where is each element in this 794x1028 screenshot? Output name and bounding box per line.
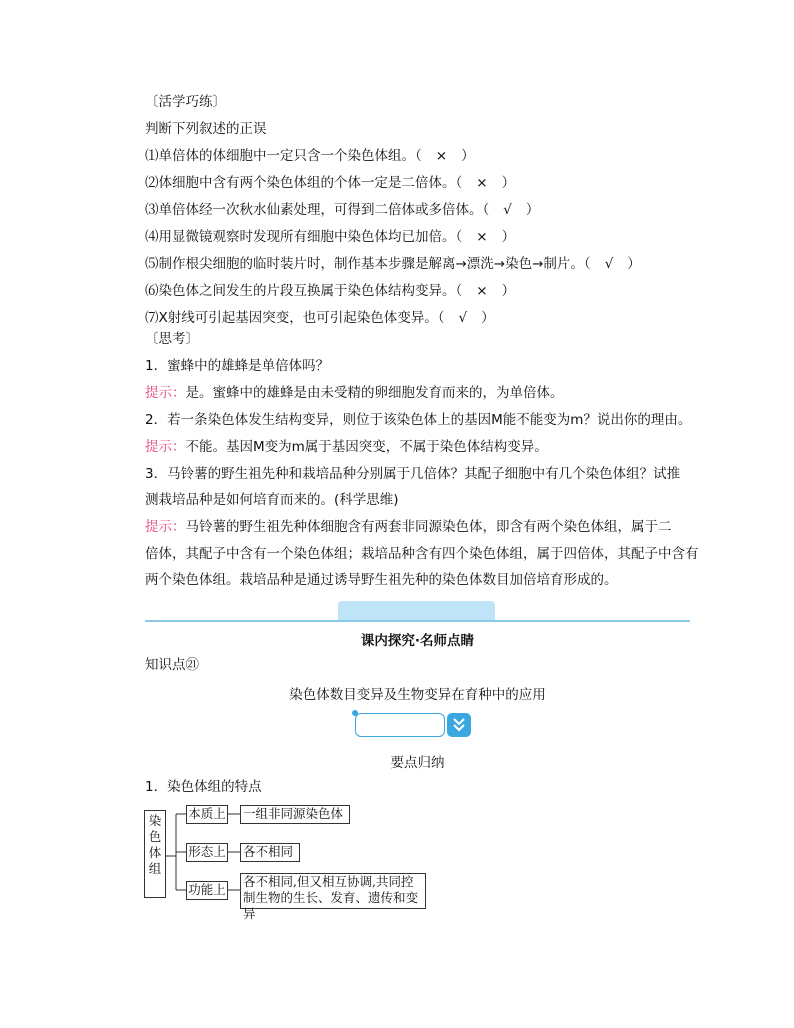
thinking-heading: 〔思考〕 [145,331,199,347]
branch-label-function: 功能上 [186,881,228,900]
check-mark: √ [458,310,468,326]
question-2: 2．若一条染色体发生结构变异，则位于该染色体上的基因M能不能变为m？说出你的理由。 [145,412,692,428]
answer-3-line-3: 两个染色体组。栽培品种是通过诱导野生祖先种的染色体数目加倍培育形成的。 [145,572,618,588]
practice-heading: 〔活学巧练〕 [145,94,226,110]
branch-label-essence: 本质上 [186,805,228,824]
summary-heading: 要点归纳 [390,755,445,771]
practice-item-2: ⑵体细胞中含有两个染色体组的个体一定是二倍体。（ × ） [145,175,516,191]
check-mark: √ [503,202,512,218]
diagram-root: 染 色 体 组 [144,810,166,898]
cross-mark: × [476,175,488,191]
cross-mark: × [476,229,488,245]
practice-item-5: ⑸制作根尖细胞的临时装片时，制作基本步骤是解离→漂洗→染色→制片。（ √ ） [145,256,641,272]
question-3-line-1: 3．马铃薯的野生祖先种和栽培品种分别属于几倍体？其配子细胞中有几个染色体组？试推 [145,466,681,482]
hint-label: 提示： [145,519,186,535]
answer-1: 提示：是。蜜蜂中的雄蜂是由未受精的卵细胞发育而来的，为单倍体。 [145,385,564,401]
cross-mark: × [435,148,448,164]
hint-label: 提示： [145,385,186,401]
check-mark: √ [604,256,614,272]
branch-content-function: 各不相同,但又相互协调,共同控 制生物的生长、发育、遗传和变异 [240,873,426,909]
practice-item-6: ⑹染色体之间发生的片段互换属于染色体结构变异。（ × ） [145,283,516,299]
section-title: 课内探究·名师点睛 [360,633,475,649]
knowledge-label: 知识点㉑ [145,657,199,673]
practice-instruction: 判断下列叙述的正误 [145,121,267,137]
question-3-line-2: 测栽培品种是如何培育而来的。(科学思维) [145,492,399,508]
answer-2: 提示：不能。基因M变为m属于基因突变，不属于染色体结构变异。 [145,439,548,455]
branch-label-form: 形态上 [186,843,228,862]
cross-mark: × [476,283,488,299]
practice-item-7: ⑺X射线可引起基因突变，也可引起染色体变异。（ √ ） [145,310,495,326]
answer-3-line-1: 提示：马铃薯的野生祖先种体细胞含有两套非同源染色体，即含有两个染色体组，属于二 [145,519,672,535]
branch-content-form: 各不相同 [240,843,300,862]
branch-content-essence: 一组非同源染色体 [240,805,350,824]
practice-item-1: ⑴单倍体的体细胞中一定只含一个染色体组。（ × ） [145,148,475,164]
question-1: 1．蜜蜂中的雄蜂是单倍体吗？ [145,358,330,374]
practice-item-3: ⑶单倍体经一次秋水仙素处理，可得到二倍体或多倍体。（ √ ） [145,202,540,218]
topic-title: 染色体数目变异及生物变异在育种中的应用 [289,687,546,703]
practice-item-4: ⑷用显微镜观察时发现所有细胞中染色体均已加倍。（ × ） [145,229,516,245]
point-1-heading: 1．染色体组的特点 [145,779,262,795]
hint-label: 提示： [145,439,186,455]
answer-3-line-2: 倍体，其配子中含有一个染色体组；栽培品种含有四个染色体组，属于四倍体，其配子中含有 [145,546,699,562]
